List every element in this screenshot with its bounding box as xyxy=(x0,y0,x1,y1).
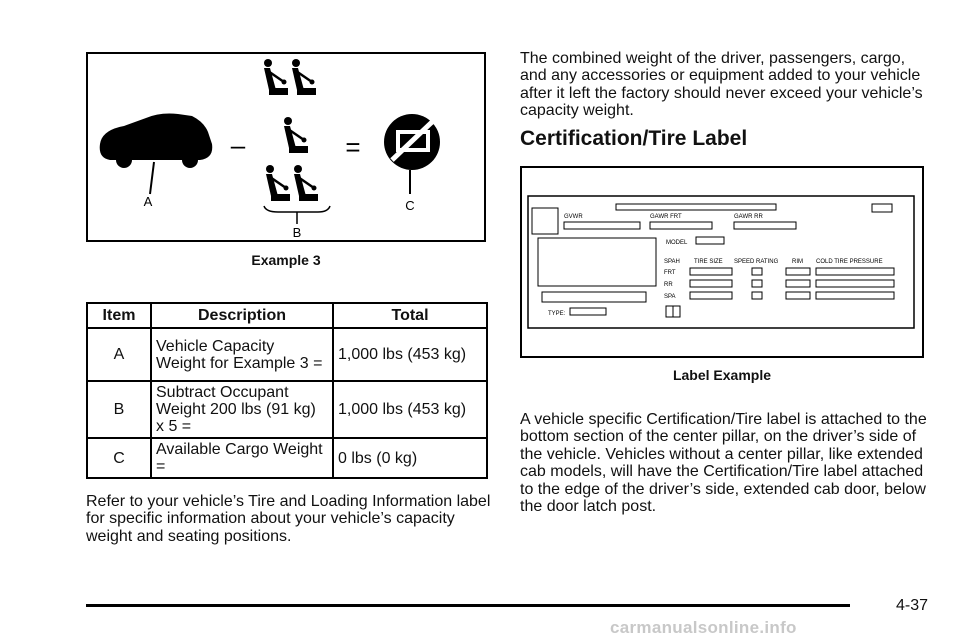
field-frt: FRT xyxy=(664,270,676,276)
table-header-row xyxy=(87,303,487,328)
cell-total: 1,000 lbs (453 kg) xyxy=(333,381,487,438)
section-heading: Certification/Tire Label xyxy=(520,127,748,150)
cell-description: Available Cargo Weight = xyxy=(151,438,333,478)
cell-total: 1,000 lbs (453 kg) xyxy=(333,328,487,381)
callout-a: A xyxy=(143,194,153,209)
field-spa: SPA xyxy=(664,294,676,300)
field-cold-tire-pressure: COLD TIRE PRESSURE xyxy=(816,259,883,265)
footer-rule xyxy=(86,604,850,607)
callout-c: C xyxy=(405,198,415,213)
field-speed-rating: SPEED RATING xyxy=(734,259,779,265)
callout-b: B xyxy=(292,225,302,240)
header-total: Total xyxy=(333,303,487,328)
weight-table xyxy=(86,302,488,479)
cell-item: A xyxy=(87,328,151,381)
cell-description: Vehicle Capacity Weight for Example 3 = xyxy=(151,328,333,381)
example-3-figure xyxy=(86,52,486,242)
car-icon xyxy=(100,114,213,195)
field-spah: SPAH xyxy=(664,259,680,265)
label-example-figure xyxy=(520,166,924,358)
field-tire-size: TIRE SIZE xyxy=(694,259,723,265)
body-paragraph: The combined weight of the driver, passengers, cargo, and any accessories or equipment added to your vehicle after it left the factory should never exceed your vehicle’s capacity weight. xyxy=(520,50,923,120)
minus-sign: – xyxy=(230,130,246,160)
field-rim: RIM xyxy=(792,259,803,265)
figure-caption: Example 3 xyxy=(251,252,321,268)
body-paragraph: A vehicle specific Certification/Tire label is attached to the bottom section of the center pillar, on the driver’s side of the vehicle. Vehicles without a center pillar, like extended cab models, will have the Certification/Tire label attached to the edge of the driver’s side, extended cab door, below the door latch post. xyxy=(520,411,927,516)
page-number: 4-37 xyxy=(896,597,929,614)
figure-caption: Label Example xyxy=(672,367,772,383)
seat-occupant-icons xyxy=(264,59,318,201)
table-row xyxy=(87,438,487,478)
watermark-text: carmanualsonline.info xyxy=(610,618,797,637)
field-gawr-frt: GAWR FRT xyxy=(650,214,682,220)
cell-total: 0 lbs (0 kg) xyxy=(333,438,487,478)
field-model: MODEL xyxy=(666,240,688,246)
table-row xyxy=(87,328,487,381)
cell-item: C xyxy=(87,438,151,478)
field-rr: RR xyxy=(664,282,673,288)
table-row xyxy=(87,381,487,438)
body-paragraph: Refer to your vehicle’s Tire and Loading Information label for specific information about your vehicle’s capacity weight and seating positions. xyxy=(86,493,491,545)
cell-item: B xyxy=(87,381,151,438)
field-gvwr: GVWR xyxy=(564,214,583,220)
equals-sign: = xyxy=(345,132,361,162)
bracket-b xyxy=(264,206,330,212)
manual-book-icon xyxy=(666,306,680,317)
field-type: TYPE: xyxy=(548,311,566,317)
no-cargo-icon xyxy=(384,114,440,194)
cell-description: Subtract Occupant Weight 200 lbs (91 kg) x 5 = xyxy=(151,381,333,438)
header-item: Item xyxy=(87,303,151,328)
header-description: Description xyxy=(151,303,333,328)
field-gawr-rr: GAWR RR xyxy=(734,214,763,220)
